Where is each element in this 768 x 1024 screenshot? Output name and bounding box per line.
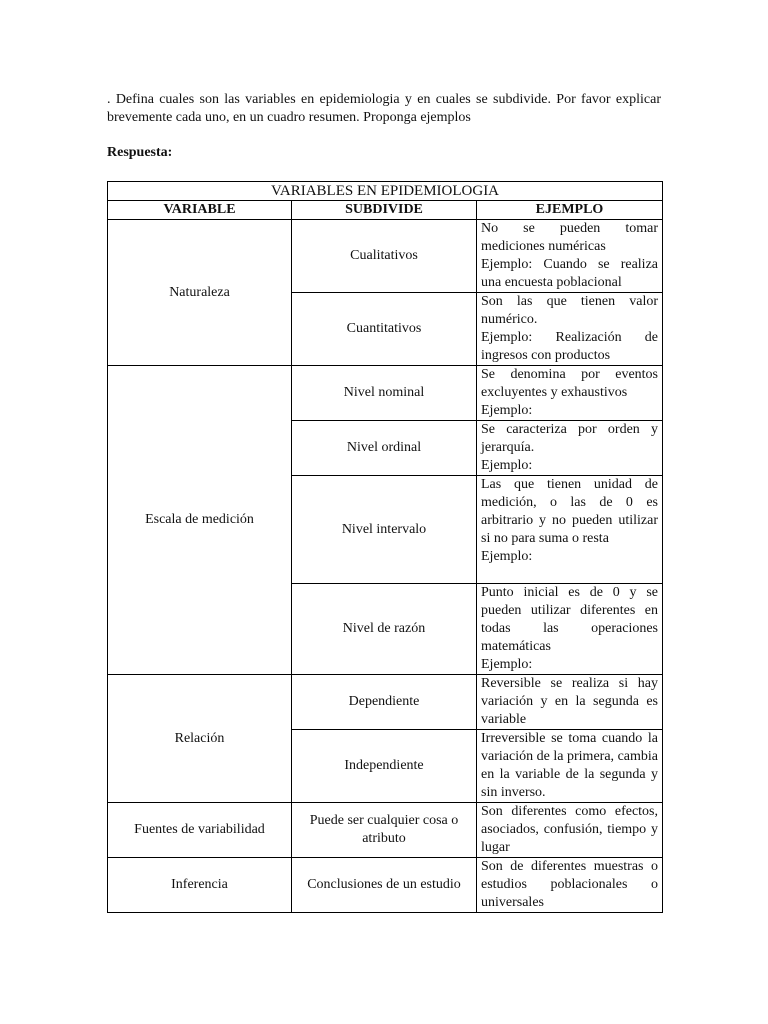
variable-cell: Inferencia (108, 858, 292, 913)
example-text: Ejemplo: (481, 403, 533, 418)
subdivide-cell: Independiente (292, 730, 477, 803)
example-cell (477, 858, 663, 913)
column-header-subdivide: SUBDIVIDE (292, 201, 477, 220)
subdivide-cell: Dependiente (292, 675, 477, 730)
example-text: Reversible se realiza si hay variación y en la segunda es variable (481, 676, 658, 727)
example-text: Ejemplo: (481, 549, 533, 564)
example-text: Punto inicial es de 0 y se pueden utilizar diferentes en todas las operaciones matemáticas (481, 585, 658, 654)
example-text: Ejemplo: Cuando se realiza una encuesta poblacional (481, 257, 658, 290)
table-row (108, 366, 663, 421)
table-row (108, 675, 663, 730)
variables-summary-table (107, 181, 663, 913)
example-text: Las que tienen unidad de medición, o las de 0 es arbitrario y no pueden utilizar si no para suma o resta (481, 477, 658, 546)
subdivide-cell: Nivel intervalo (292, 476, 477, 584)
example-cell (477, 220, 663, 293)
example-text: Se caracteriza por orden y jerarquía. (481, 422, 658, 455)
subdivide-cell: Cuantitativos (292, 293, 477, 366)
example-text: Se denomina por eventos excluyentes y exhaustivos (481, 367, 658, 400)
example-text: Ejemplo: Realización de ingresos con productos (481, 330, 658, 363)
example-text: No se pueden tomar mediciones numéricas (481, 221, 658, 254)
answer-label: Respuesta: (107, 145, 173, 160)
example-text: Son diferentes como efectos, asociados, confusión, tiempo y lugar (481, 804, 658, 855)
subdivide-cell: Nivel ordinal (292, 421, 477, 476)
variable-cell: Relación (108, 675, 292, 803)
example-cell (477, 803, 663, 858)
example-cell (477, 293, 663, 366)
example-cell (477, 421, 663, 476)
example-text: Irreversible se toma cuando la variación de la primera, cambia en la variable de la segunda y sin inverso. (481, 731, 658, 800)
variable-cell: Escala de medición (108, 366, 292, 675)
subdivide-cell: Cualitativos (292, 220, 477, 293)
column-header-variable: VARIABLE (108, 201, 292, 220)
subdivide-cell: Puede ser cualquier cosa o atributo (292, 803, 477, 858)
table-row (108, 858, 663, 913)
variable-cell: Fuentes de variabilidad (108, 803, 292, 858)
example-cell (477, 366, 663, 421)
example-cell (477, 675, 663, 730)
subdivide-cell: Nivel de razón (292, 584, 477, 675)
table-row (108, 803, 663, 858)
example-cell (477, 730, 663, 803)
example-text: Son las que tienen valor numérico. (481, 294, 658, 327)
example-cell (477, 476, 663, 584)
variable-cell: Naturaleza (108, 220, 292, 366)
example-cell (477, 584, 663, 675)
column-header-ejemplo: EJEMPLO (477, 201, 663, 220)
table-title: VARIABLES EN EPIDEMIOLOGIA (108, 182, 663, 201)
table-row (108, 220, 663, 293)
example-text: Ejemplo: (481, 458, 533, 473)
question-text: . Defina cuales son las variables en epidemiologia y en cuales se subdivide. Por favor explicar brevemente cada uno, en un cuadro resumen. Proponga ejemplos (107, 92, 661, 125)
subdivide-cell: Conclusiones de un estudio (292, 858, 477, 913)
subdivide-cell: Nivel nominal (292, 366, 477, 421)
example-text: Ejemplo: (481, 657, 533, 672)
example-text: Son de diferentes muestras o estudios poblacionales o universales (481, 859, 658, 910)
